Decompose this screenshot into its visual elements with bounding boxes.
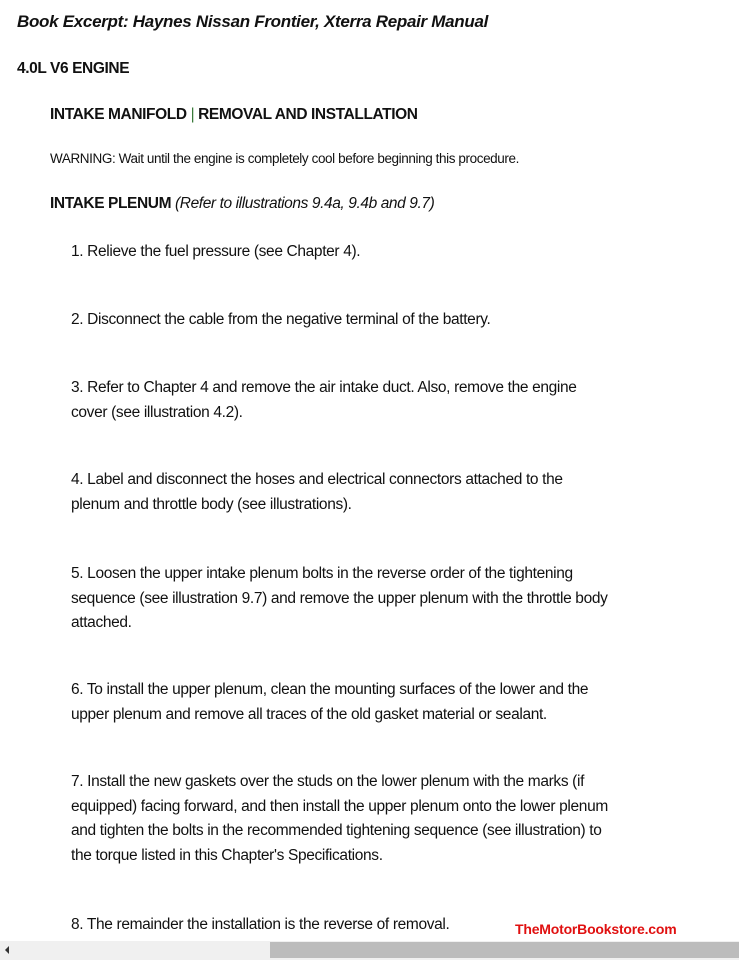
step-line: attached. (71, 614, 132, 632)
document-title: Book Excerpt: Haynes Nissan Frontier, Xterra Repair Manual (17, 12, 489, 31)
step-5 (71, 562, 608, 636)
procedure-note: (Refer to illustrations 9.4a, 9.4b and 9.7) (175, 195, 435, 212)
step-line: the torque listed in this Chapter's Specifications. (71, 846, 383, 864)
step-8 (71, 913, 449, 938)
step-line: 1. Relieve the fuel pressure (see Chapter 4). (71, 243, 361, 260)
procedure-heading (50, 195, 434, 213)
step-line: 7. Install the new gaskets over the studs on the lower plenum with the marks (if (71, 773, 585, 790)
step-3 (71, 376, 577, 425)
scrollbar-thumb[interactable] (270, 942, 739, 958)
step-line: 2. Disconnect the cable from the negative terminal of the battery. (71, 311, 491, 328)
step-line: 3. Refer to Chapter 4 and remove the air intake duct. Also, remove the engine (71, 379, 577, 396)
procedure-title: INTAKE PLENUM (50, 195, 172, 212)
step-4 (71, 468, 563, 517)
subsection-heading (50, 106, 418, 124)
step-2 (71, 308, 490, 333)
subsection-part1: INTAKE MANIFOLD (50, 106, 187, 123)
step-line: sequence (see illustration 9.7) and remove the upper plenum with the throttle body (71, 589, 608, 607)
step-1 (71, 240, 360, 265)
step-line: 5. Loosen the upper intake plenum bolts in the reverse order of the tightening (71, 565, 573, 582)
step-line: equipped) facing forward, and then install the upper plenum onto the lower plenum (71, 797, 608, 815)
step-line: cover (see illustration 4.2). (71, 403, 243, 421)
horizontal-scrollbar[interactable] (0, 941, 739, 960)
step-7 (71, 770, 608, 868)
scroll-left-arrow-icon[interactable] (5, 946, 9, 954)
watermark: TheMotorBookstore.com (515, 921, 677, 937)
step-line: 6. To install the upper plenum, clean the mounting surfaces of the lower and the (71, 681, 589, 698)
step-line: 4. Label and disconnect the hoses and electrical connectors attached to the (71, 471, 563, 488)
subsection-separator: | (190, 106, 195, 123)
step-line: 8. The remainder the installation is the reverse of removal. (71, 916, 450, 933)
step-6 (71, 678, 588, 727)
step-line: and tighten the bolts in the recommended tightening sequence (see illustration) to (71, 822, 602, 840)
step-line: upper plenum and remove all traces of the old gasket material or sealant. (71, 705, 547, 723)
section-heading: 4.0L V6 ENGINE (17, 60, 130, 77)
step-line: plenum and throttle body (see illustrations). (71, 495, 352, 513)
subsection-part2: REMOVAL AND INSTALLATION (198, 106, 418, 123)
warning-text: WARNING: Wait until the engine is completely cool before beginning this procedure. (50, 151, 519, 166)
